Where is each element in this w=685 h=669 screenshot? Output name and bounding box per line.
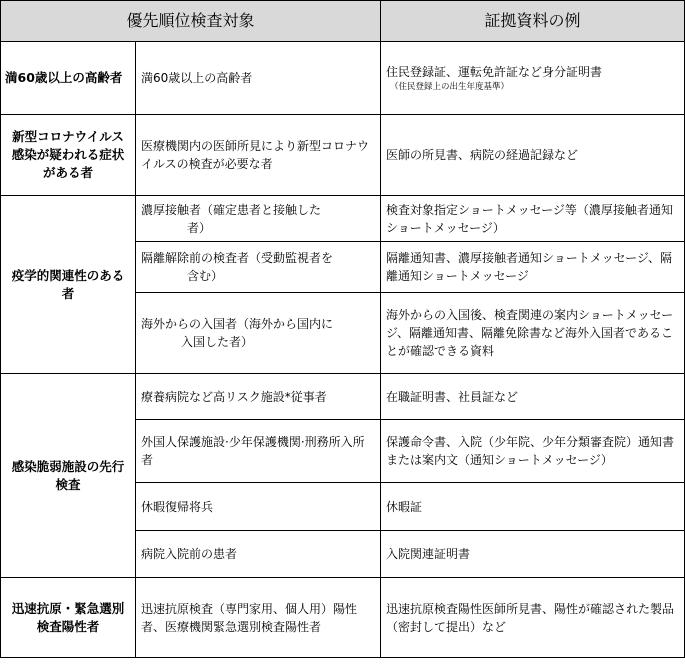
target-rapid-antigen: 迅速抗原検査（専門家用、個人用）陽性者、医療機関緊急選別検査陽性者 [136,578,381,658]
table-row [1,42,685,115]
table-row [1,374,685,420]
target-close-contact-line2: 者） [187,220,212,235]
target-close-contact-line1: 濃厚接触者（確定患者と接触した [141,202,322,217]
header-evidence: 証拠資料の例 [381,1,685,42]
target-symptoms: 医療機関内の医師所見により新型コロナウイルスの検査が必要な者 [136,115,381,196]
evidence-elderly [381,42,685,115]
evidence-pre-admission: 入院関連証明書 [381,531,685,578]
group-rapid-antigen: 迅速抗原・緊急選別検査陽性者 [1,578,136,658]
target-overseas-entrant-line2: 入国した者） [181,335,254,349]
evidence-rapid-antigen: 迅速抗原検査陽性医師所見書、陽性が確認された製品（密封して提出）など [381,578,685,658]
target-overseas-entrant [136,293,381,374]
target-pre-release-line1: 隔離解除前の検査者（受動監視者を [141,251,334,265]
evidence-close-contact: 検査対象指定ショートメッセージ等（濃厚接触者通知ショートメッセージ） [381,196,685,242]
evidence-elderly-note: （住民登録上の出生年度基準） [390,81,510,92]
evidence-high-risk-staff: 在職証明書、社員証など [381,374,685,420]
target-returning-soldier: 休暇復帰将兵 [136,483,381,531]
target-overseas-entrant-line1: 海外からの入国者（海外から国内に [141,317,334,331]
group-symptoms: 新型コロナウイルス感染が疑われる症状がある者 [1,115,136,196]
evidence-protection-facility: 保護命令書、入院（少年院、少年分類審査院）通知書または案内文（通知ショートメッセージ） [381,420,685,483]
target-high-risk-staff: 療養病院など高リスク施設*従事者 [136,374,381,420]
group-epidemiological: 疫学的関連性のある者 [1,196,136,374]
evidence-elderly-main: 住民登録証、運転免許証など身分証明書 [386,64,603,79]
group-vulnerable-facilities: 感染脆弱施設の先行検査 [1,374,136,578]
target-pre-admission: 病院入院前の患者 [136,531,381,578]
table-row [1,578,685,658]
target-protection-facility: 外国人保護施設·少年保護機関·刑務所入所者 [136,420,381,483]
evidence-pre-release: 隔離通知書、濃厚接触者通知ショートメッセージ、隔離通知ショートメッセージ [381,242,685,293]
target-close-contact [136,196,381,242]
evidence-overseas-entrant: 海外からの入国後、検査関連の案内ショートメッセージ、隔離通知書、隔離免除書など海外入国者であることが確認できる資料 [381,293,685,374]
evidence-returning-soldier: 休暇証 [381,483,685,531]
evidence-symptoms: 医師の所見書、病院の経過記録など [381,115,685,196]
table-header-row [1,1,685,42]
target-pre-release-line2: 含む） [187,269,224,283]
table-row [1,196,685,242]
table-row [1,115,685,196]
target-elderly: 満60歳以上の高齢者 [136,42,381,115]
group-elderly: 満60歳以上の高齢者 [1,42,136,115]
header-target: 優先順位検査対象 [1,1,381,42]
target-pre-release [136,242,381,293]
